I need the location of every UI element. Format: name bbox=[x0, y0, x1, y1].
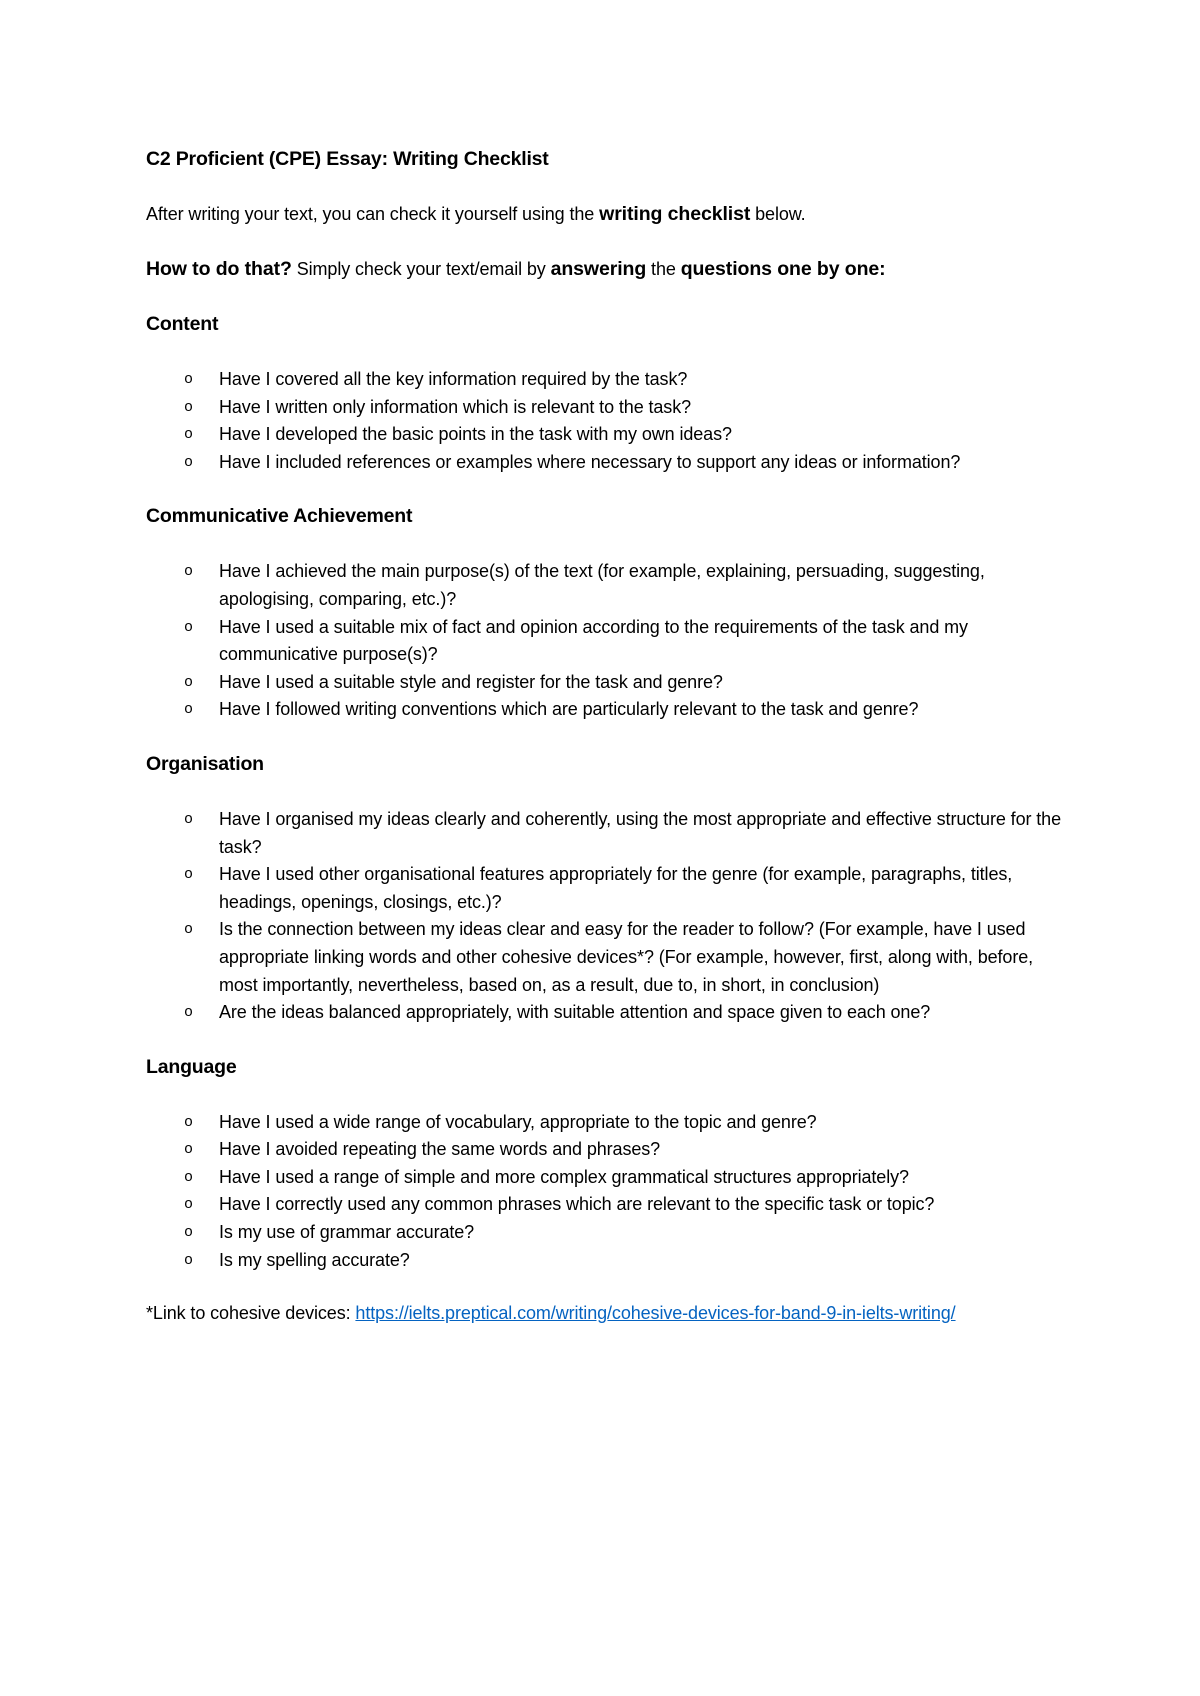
intro-text-before: After writing your text, you can check it yourself using the bbox=[146, 204, 600, 224]
bullet-icon: o bbox=[184, 1224, 193, 1242]
how-bold-questions: questions one by one bbox=[680, 258, 880, 280]
footnote bbox=[146, 1299, 1066, 1328]
how-text-2: the bbox=[646, 259, 681, 279]
section-communicative-achievement bbox=[146, 501, 1066, 724]
bullet-icon: o bbox=[184, 1004, 193, 1022]
list-item-text: Have I used other organisational features appropriately for the genre (for example, paragraphs, titles, headings, openings, closings, etc.)? bbox=[219, 864, 1013, 912]
section-content bbox=[146, 309, 1066, 476]
list-item-text: Have I used a suitable mix of fact and opinion according to the requirements of the task and my communicative purpose(s)? bbox=[219, 616, 968, 665]
bullet-icon: o bbox=[184, 453, 193, 471]
bullet-icon: o bbox=[184, 701, 193, 719]
list-item bbox=[146, 916, 1066, 999]
list-item bbox=[146, 1219, 1066, 1247]
section-heading-organisation: Organisation bbox=[146, 752, 264, 775]
list-item-text: Have I developed the basic points in the task with my own ideas? bbox=[219, 424, 732, 445]
communicative-achievement-checklist bbox=[146, 558, 1066, 724]
list-item bbox=[146, 1191, 1066, 1219]
bullet-icon: o bbox=[184, 810, 193, 828]
list-item-text: Is my spelling accurate? bbox=[219, 1249, 410, 1270]
list-item bbox=[146, 449, 1066, 477]
intro-text-after: below. bbox=[750, 204, 806, 224]
bullet-icon: o bbox=[184, 398, 193, 416]
bullet-icon: o bbox=[184, 1168, 193, 1186]
section-heading-language: Language bbox=[146, 1055, 237, 1078]
bullet-icon: o bbox=[184, 371, 193, 388]
footnote-text: *Link to cohesive devices: bbox=[146, 1303, 356, 1324]
list-item bbox=[146, 614, 1066, 669]
section-heading-content: Content bbox=[146, 313, 219, 335]
list-item bbox=[146, 1136, 1066, 1164]
bullet-icon: o bbox=[184, 1251, 193, 1269]
section-heading-communicative-achievement: Communicative Achievement bbox=[146, 505, 413, 528]
bullet-icon: o bbox=[184, 1113, 193, 1131]
list-item-text: Is my use of grammar accurate? bbox=[219, 1222, 475, 1243]
list-item-text: Is the connection between my ideas clear and easy for the reader to follow? (For example, have I used appropriate linking words and other cohesive devices*? (For example, however, first, along with, before, most importantly, nevertheless, based on, as a result, due to, in short, in conclusion) bbox=[219, 919, 1034, 995]
bullet-icon: o bbox=[184, 426, 193, 444]
how-to-paragraph bbox=[146, 254, 1066, 284]
list-item bbox=[146, 999, 1066, 1027]
how-bold-answering: answering bbox=[550, 258, 647, 280]
list-item-text: Have I included references or examples where necessary to support any ideas or information? bbox=[219, 451, 961, 472]
list-item-text: Have I correctly used any common phrases which are relevant to the specific task or topic? bbox=[219, 1194, 935, 1215]
intro-paragraph bbox=[146, 199, 1066, 229]
list-item bbox=[146, 1247, 1066, 1275]
list-item-text: Have I used a wide range of vocabulary, appropriate to the topic and genre? bbox=[219, 1111, 817, 1132]
bullet-icon: o bbox=[184, 1196, 193, 1214]
document-content bbox=[146, 144, 1066, 1328]
language-checklist bbox=[146, 1109, 1066, 1275]
list-item-text: Have I followed writing conventions which are particularly relevant to the task and genre? bbox=[219, 699, 919, 720]
content-checklist bbox=[146, 366, 1066, 476]
list-item-text: Have I achieved the main purpose(s) of the text (for example, explaining, persuading, suggesting, apologising, comparing, etc.)? bbox=[219, 561, 985, 609]
how-question: How to do that? bbox=[146, 258, 292, 280]
organisation-checklist bbox=[146, 806, 1066, 1027]
list-item bbox=[146, 1109, 1066, 1137]
list-item-text: Have I used a range of simple and more complex grammatical structures appropriately? bbox=[219, 1166, 909, 1187]
list-item bbox=[146, 1164, 1066, 1192]
list-item bbox=[146, 696, 1066, 724]
bullet-icon: o bbox=[184, 673, 193, 691]
list-item bbox=[146, 669, 1066, 697]
list-item-text: Have I covered all the key information required by the task? bbox=[219, 369, 688, 389]
list-item-text: Have I used a suitable style and register for the task and genre? bbox=[219, 671, 723, 692]
bullet-icon: o bbox=[184, 921, 193, 939]
bullet-icon: o bbox=[184, 618, 193, 636]
bullet-icon: o bbox=[184, 866, 193, 884]
list-item bbox=[146, 806, 1066, 861]
bullet-icon: o bbox=[184, 563, 193, 581]
section-organisation bbox=[146, 749, 1066, 1027]
document-title: C2 Proficient (CPE) Essay: Writing Checklist bbox=[146, 148, 549, 170]
intro-bold-phrase: writing checklist bbox=[599, 203, 751, 225]
cohesive-devices-link[interactable]: https://ielts.preptical.com/writing/cohesive-devices-for-band-9-in-ielts-writing/ bbox=[355, 1303, 956, 1324]
how-text-1: Simply check your text/email by bbox=[291, 259, 551, 279]
section-language bbox=[146, 1052, 1066, 1275]
bullet-icon: o bbox=[184, 1141, 193, 1159]
list-item bbox=[146, 366, 1066, 394]
list-item-text: Have I avoided repeating the same words and phrases? bbox=[219, 1139, 661, 1160]
list-item-text: Have I organised my ideas clearly and coherently, using the most appropriate and effective structure for the task? bbox=[219, 808, 1061, 857]
list-item bbox=[146, 394, 1066, 422]
list-item bbox=[146, 558, 1066, 613]
list-item-text: Have I written only information which is relevant to the task? bbox=[219, 396, 692, 417]
list-item bbox=[146, 861, 1066, 916]
how-bold-colon: : bbox=[879, 258, 886, 280]
list-item bbox=[146, 421, 1066, 449]
list-item-text: Are the ideas balanced appropriately, with suitable attention and space given to each one? bbox=[219, 1002, 931, 1023]
